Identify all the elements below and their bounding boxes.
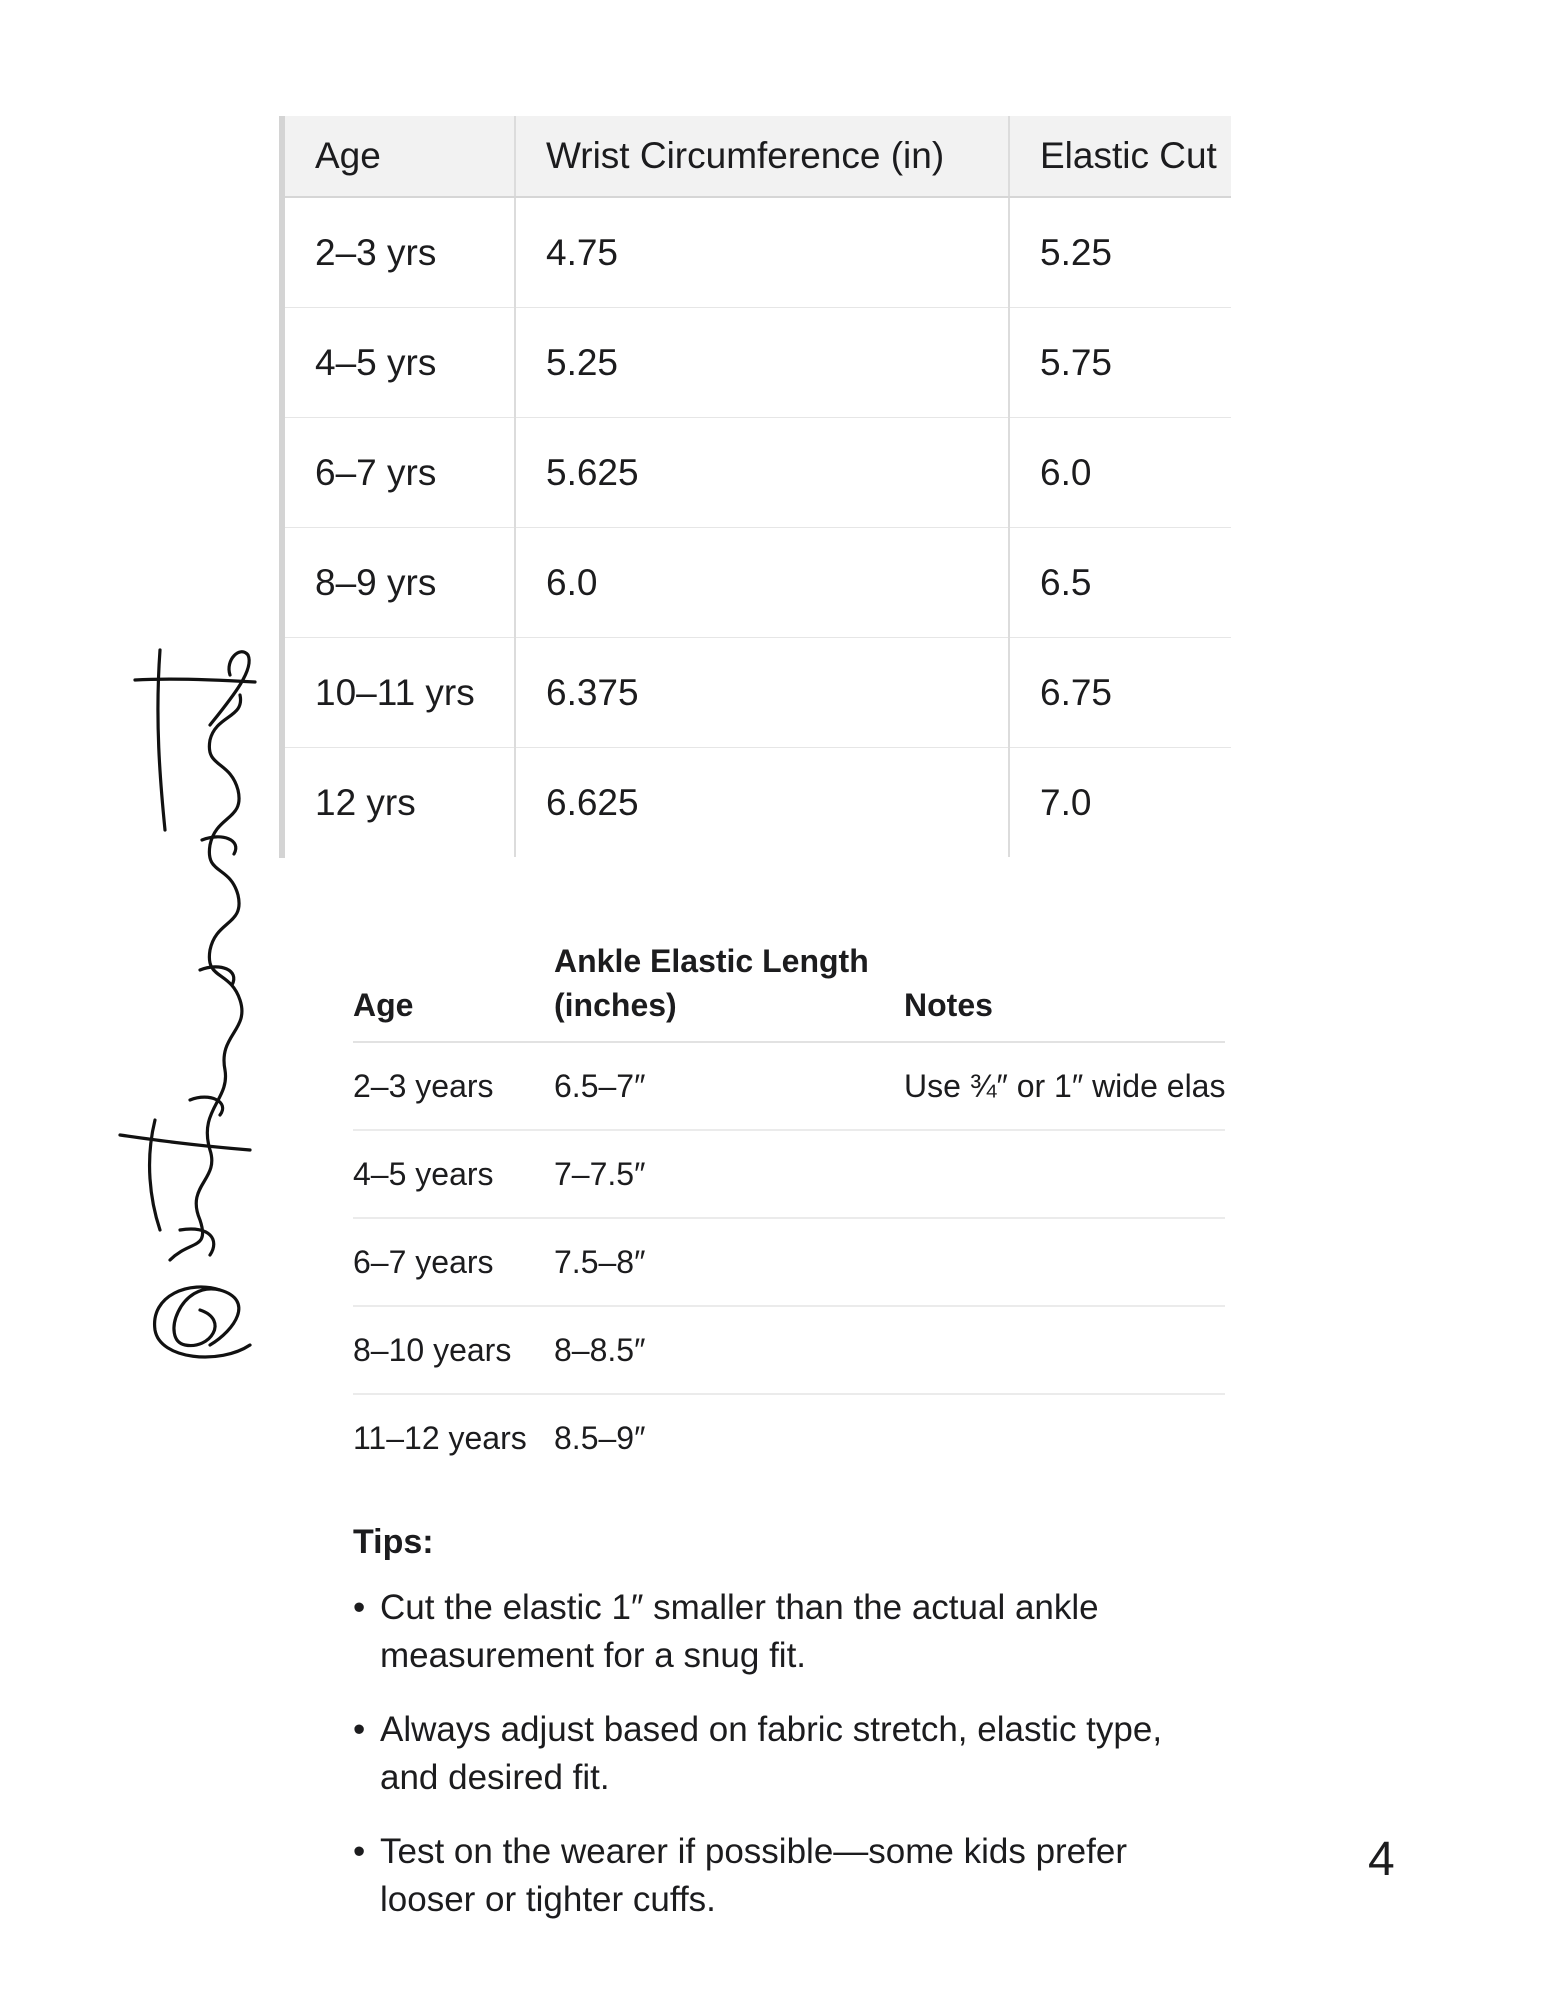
table-cell — [904, 1306, 1225, 1394]
column-header-age: Age — [353, 915, 554, 1042]
table-row — [285, 638, 1231, 748]
table-cell: 7.5–8″ — [554, 1218, 904, 1306]
table-cell: 4–5 years — [353, 1130, 554, 1218]
tips-heading: Tips: — [353, 1523, 434, 1561]
bullet-icon: • — [353, 1832, 366, 1871]
wrist-measurements-table — [279, 116, 1231, 858]
table-header-row — [353, 915, 1225, 1042]
table-cell: 5.25 — [515, 308, 1009, 418]
page-number: 4 — [1368, 1833, 1395, 1886]
table-cell: 6–7 yrs — [285, 418, 515, 528]
tip-text: Cut the elastic 1″ smaller than the actual ankle measurement for a snug fit. — [380, 1588, 1099, 1675]
table-row — [353, 1306, 1225, 1394]
table-row — [353, 1042, 1225, 1130]
column-header-wrist-circumference: Wrist Circumference (in) — [515, 116, 1009, 197]
table-cell — [904, 1394, 1225, 1481]
table-cell: 8–10 years — [353, 1306, 554, 1394]
table-cell: 6.5–7″ — [554, 1042, 904, 1130]
column-header-elastic-cut: Elastic Cut — [1009, 116, 1231, 197]
list-item — [353, 1828, 1213, 1924]
table-cell: 8.5–9″ — [554, 1419, 646, 1456]
table-cell: 11–12 years — [353, 1419, 527, 1456]
table-row — [285, 418, 1231, 528]
column-header-age: Age — [285, 116, 515, 197]
table-cell: 5.625 — [515, 418, 1009, 528]
table-cell: Use ¾″ or 1″ wide elas — [904, 1042, 1225, 1130]
table-cell: 5.25 — [1009, 197, 1231, 308]
table-cell: 4.75 — [515, 197, 1009, 308]
table-row — [285, 197, 1231, 308]
table-cell — [904, 1218, 1225, 1306]
table-row — [285, 528, 1231, 638]
table-row — [285, 748, 1231, 858]
table-cell: 5.75 — [1009, 308, 1231, 418]
table-cell: 6.5 — [1009, 528, 1231, 638]
table-cell: 6.625 — [515, 748, 1009, 858]
table-cell: 6–7 years — [353, 1218, 554, 1306]
tips-list — [353, 1584, 1213, 1924]
table-row — [285, 308, 1231, 418]
table-cell: 2–3 yrs — [315, 231, 437, 273]
tip-text: Always adjust based on fabric stretch, elastic type, and desired fit. — [380, 1710, 1163, 1797]
table-cell: 12 yrs — [285, 748, 515, 858]
table-cell: 2–3 years — [353, 1042, 554, 1130]
bullet-icon: • — [353, 1710, 366, 1749]
tip-text: Test on the wearer if possible—some kids prefer looser or tighter cuffs. — [380, 1832, 1127, 1919]
table-cell: 6.75 — [1009, 638, 1231, 748]
handwritten-side-title — [60, 640, 260, 1370]
bullet-icon: • — [353, 1588, 366, 1627]
table-row — [353, 1218, 1225, 1306]
table-cell: 4–5 yrs — [285, 308, 515, 418]
list-item — [353, 1584, 1213, 1680]
table-cell: 8–8.5″ — [554, 1306, 904, 1394]
table-cell: 6.375 — [515, 638, 1009, 748]
table-row — [353, 1130, 1225, 1218]
table-header-row — [285, 116, 1231, 197]
table-cell: 7–7.5″ — [554, 1130, 904, 1218]
table-cell: 8–9 yrs — [285, 528, 515, 638]
table-cell: 6.0 — [1009, 418, 1231, 528]
column-header-notes: Notes — [904, 915, 1225, 1042]
table-cell: 7.0 — [1009, 748, 1231, 858]
table-row — [353, 1394, 1225, 1481]
list-item — [353, 1706, 1213, 1802]
table-cell: 6.0 — [515, 528, 1009, 638]
table-cell: 10–11 yrs — [285, 638, 515, 748]
table-cell — [904, 1130, 1225, 1218]
column-header-ankle-elastic-length: Ankle Elastic Length (inches) — [554, 915, 904, 1042]
tips-section — [353, 1520, 1213, 1950]
ankle-elastic-table — [353, 915, 1225, 1481]
